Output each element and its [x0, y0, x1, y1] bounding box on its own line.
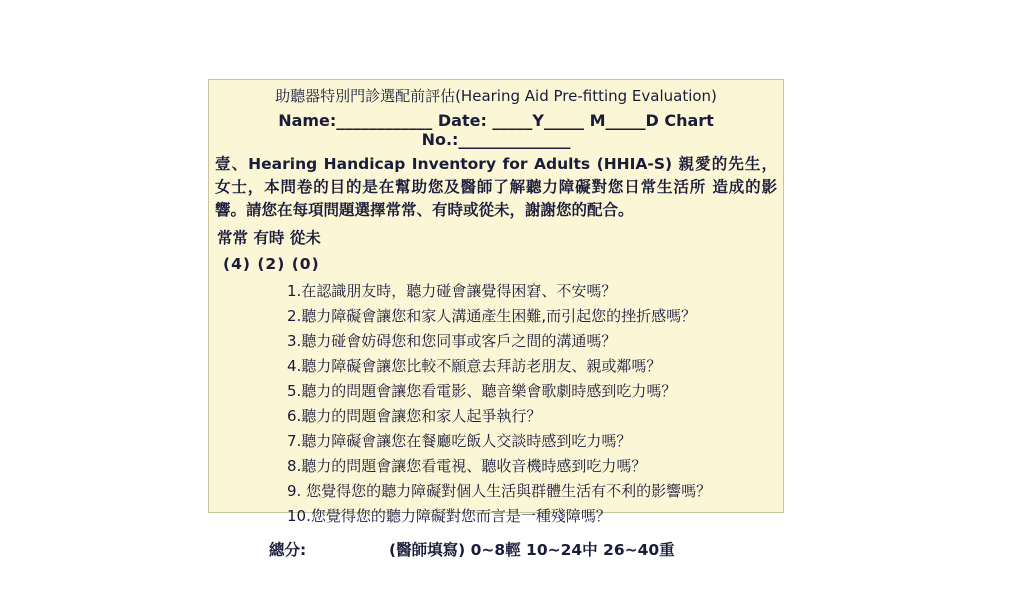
list-item: 9. 您覺得您的聽力障礙對個人生活與群體生活有不利的影響嗎？ [287, 482, 712, 500]
scale-labels: 常常 有時 從未 [217, 229, 321, 247]
list-item: 6.聽力的問題會讓您和家人起爭執行？ [287, 407, 542, 425]
total-score-row [209, 529, 783, 560]
list-item: 3.聽力碰會妨碍您和您同事或客戶之間的溝通嗎？ [287, 332, 617, 350]
scale-numbers: (4) (2) (0) [223, 255, 320, 273]
questionnaire-intro-paragraph: 壹、Hearing Handicap Inventory for Adults (HHIA-S) 親愛的先生，女士，本問卷的目的是在幫助您及醫師了解聽力障礙對您日常生活所 造成的影響。請您在每項問題選擇常常、有時或從未，謝謝您的配合。 [215, 155, 777, 219]
list-item: 1.在認識朋友時，聽力碰會讓覺得困窘、不安嗎？ [287, 282, 617, 300]
evaluation-form-document [208, 79, 784, 559]
form-title: 助聽器特別門診選配前評估(Hearing Aid Pre-fitting Evaluation) [275, 87, 717, 105]
question-list [209, 279, 783, 529]
patient-info-line: Name:____________ Date: _____Y_____ M_____D Chart No.:______________ [278, 111, 714, 149]
list-item: 10.您覺得您的聽力障礙對您而言是一種殘障嗎？ [287, 507, 611, 525]
list-item: 4.聽力障礙會讓您比較不願意去拜訪老朋友、親或鄰嗎？ [287, 357, 662, 375]
list-item: 7.聽力障礙會讓您在餐廳吃飯人交談時感到吃力嗎？ [287, 432, 632, 450]
list-item: 8.聽力的問題會讓您看電視、聽收音機時感到吃力嗎？ [287, 457, 647, 475]
list-item: 2.聽力障礙會讓您和家人溝通產生困難,而引起您的挫折感嗎？ [287, 307, 697, 325]
total-score-note: (醫師填寫) 0~8輕 10~24中 26~40重 [389, 541, 675, 559]
total-score-label: 總分: [269, 541, 307, 559]
list-item: 5.聽力的問題會讓您看電影、聽音樂會歌劇時感到吃力嗎？ [287, 382, 677, 400]
